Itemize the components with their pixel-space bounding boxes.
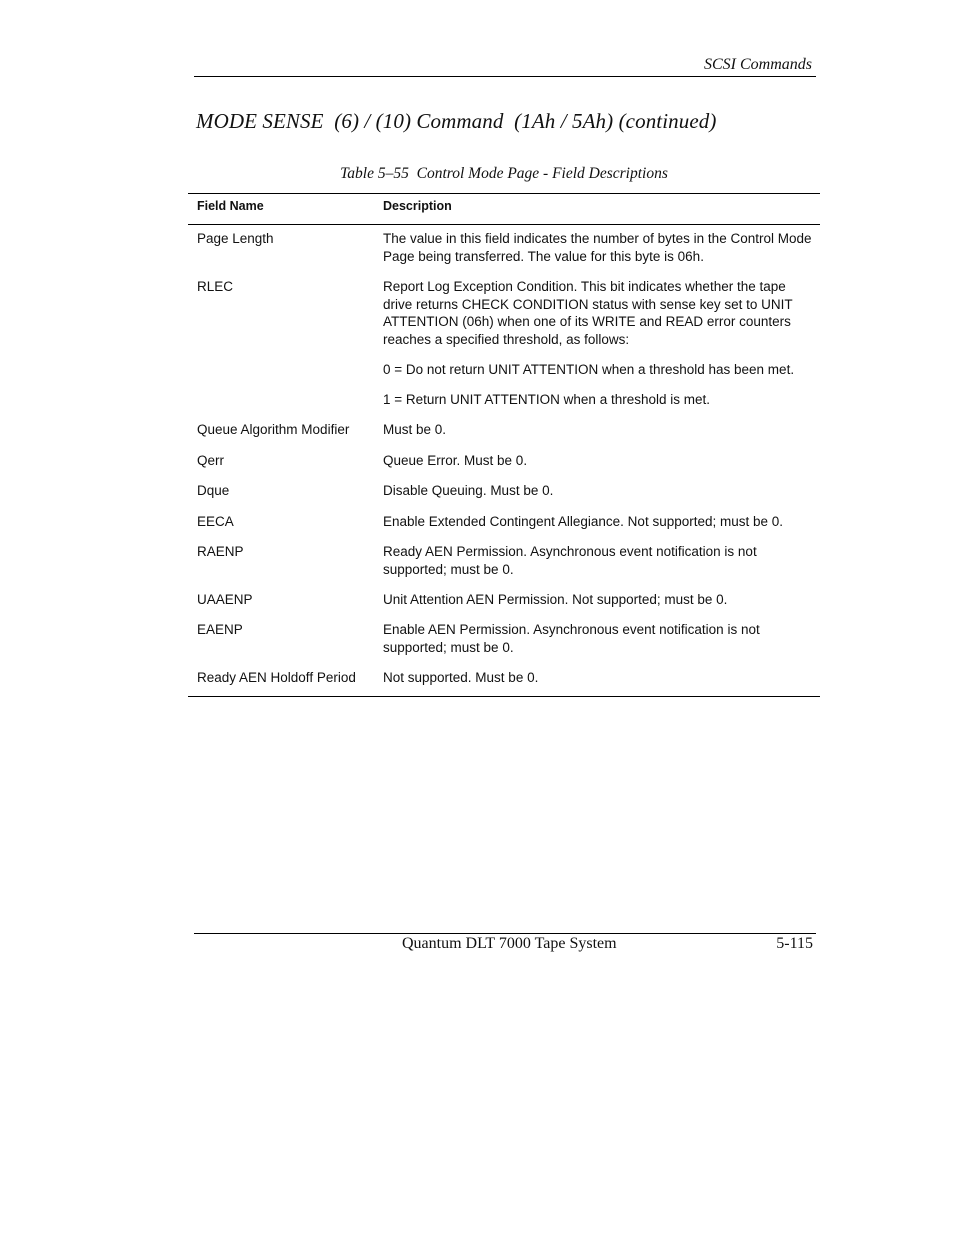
- table-row-field: Queue Algorithm Modifier: [197, 422, 350, 437]
- description-paragraph: 1 = Return UNIT ATTENTION when a threshold is met.: [383, 392, 710, 407]
- table-bottom-rule: [188, 696, 820, 697]
- section-title: MODE SENSE (6) / (10) Command (1Ah / 5Ah) (continued): [196, 109, 717, 133]
- header-rule: [194, 76, 816, 77]
- table-row-field: RLEC: [197, 279, 234, 294]
- table-caption: Table 5–55 Control Mode Page - Field Descriptions: [340, 165, 668, 182]
- table-row-description: Not supported. Must be 0.: [383, 670, 539, 685]
- page-number: 5-115: [776, 935, 813, 952]
- description-paragraph: Report Log Exception Condition. This bit indicates whether the tape drive returns CHECK CONDITION status with sense key set to UNIT ATTENTION (06h) when one of its WRITE and READ error counters reaches a specified threshold, as follows:: [383, 279, 793, 347]
- table-row-field: Qerr: [197, 453, 224, 468]
- footer-rule: [194, 933, 816, 934]
- table-row-description: [383, 361, 813, 379]
- table-row-description: Must be 0.: [383, 422, 447, 437]
- table-header-rule: [188, 224, 820, 225]
- table-row-description: Ready AEN Permission. Asynchronous event notification is not supported; must be 0.: [383, 544, 757, 577]
- table-row-description: Enable AEN Permission. Asynchronous event notification is not supported; must be 0.: [383, 622, 760, 655]
- table-row-description: [383, 391, 813, 409]
- table-row-description: Disable Queuing. Must be 0.: [383, 483, 554, 498]
- running-head: SCSI Commands: [703, 56, 812, 73]
- table-row-field: Dque: [197, 483, 230, 498]
- table-row-description: [383, 278, 813, 348]
- column-header-description: Description: [383, 199, 452, 213]
- table-row-field: Page Length: [197, 231, 274, 246]
- table-row-description: [383, 230, 813, 265]
- table-row-field: EAENP: [197, 622, 243, 637]
- table-top-rule: [188, 193, 820, 194]
- table-row-field: UAAENP: [197, 592, 253, 607]
- column-header-field-name: Field Name: [197, 199, 264, 213]
- table-row-field: Ready AEN Holdoff Period: [197, 670, 356, 685]
- description-paragraph: The value in this field indicates the number of bytes in the Control Mode Page being transferred. The value for this byte is 06h.: [383, 231, 812, 264]
- table-row-description: Enable Extended Contingent Allegiance. Not supported; must be 0.: [383, 514, 784, 529]
- table-row-field: EECA: [197, 514, 234, 529]
- footer-title: Quantum DLT 7000 Tape System: [402, 935, 617, 952]
- table-row-description: Unit Attention AEN Permission. Not supported; must be 0.: [383, 592, 728, 607]
- table-row-field: RAENP: [197, 544, 244, 559]
- description-paragraph: 0 = Do not return UNIT ATTENTION when a threshold has been met.: [383, 362, 795, 377]
- table-row-description: Queue Error. Must be 0.: [383, 453, 528, 468]
